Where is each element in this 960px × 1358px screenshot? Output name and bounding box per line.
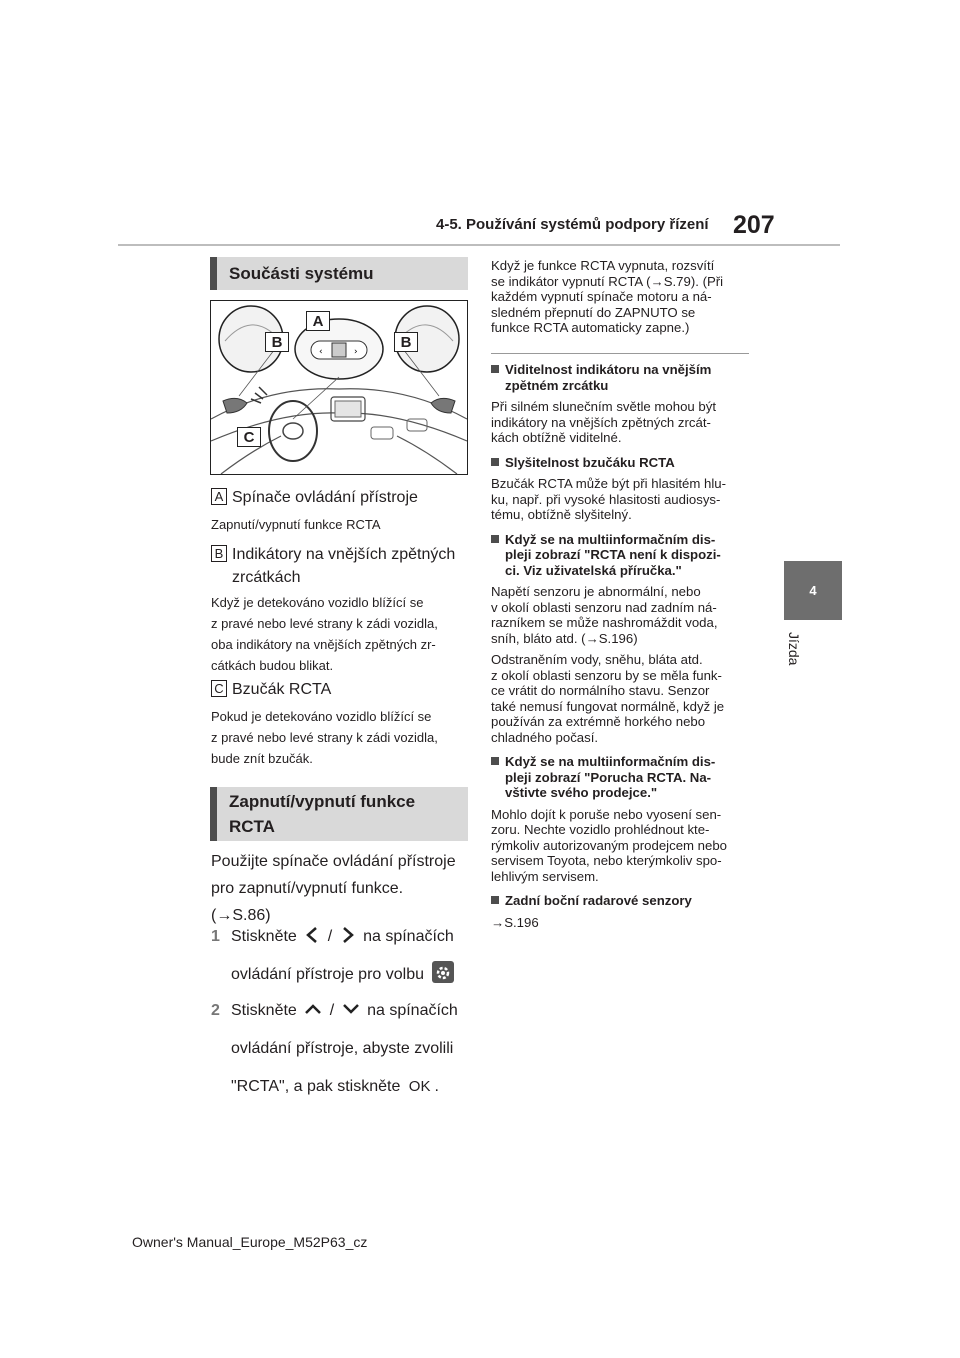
item-c-desc-line: z pravé nebo levé strany k zádi vozidla, (211, 730, 438, 745)
text-line: každém vypnutí spínače motoru a ná- (491, 289, 712, 304)
chapter-name: Jízda (786, 632, 802, 666)
right-divider (491, 353, 749, 354)
step-1-number: 1 (211, 928, 220, 945)
ok-button-glyph: OK (408, 1078, 431, 1095)
section2-title-line: Zapnutí/vypnutí funkce (229, 792, 416, 811)
note-text: Odstraněním vody, sněhu, bláta atd. z okolí oblasti senzoru by se měla funk- ce vrátit do normálního stavu. Senzor také nemusí fungovat normálně, když je používán za extrémně horkého nebo chladného počasí. (491, 652, 725, 745)
step-1-text: Stiskněte (231, 928, 297, 945)
label-c: C (211, 680, 227, 697)
chevron-right-icon (341, 926, 355, 944)
right-notes (491, 362, 751, 930)
step-1-sep: / (327, 928, 333, 945)
item-c-desc (211, 706, 438, 769)
note-text: Napětí senzoru je abnormální, nebo v okolí oblasti senzoru nad zadním ná- razníkem se může nashromáždit voda, sníh, bláto atd. (→S.196) (491, 584, 718, 646)
intro-line: Použijte spínače ovládání přístroje (211, 853, 456, 870)
intro-line: (→S.86) (211, 907, 271, 924)
note-text: Při silném slunečním světle mohou být indikátory na vnějších zpětných zrcát- kách obtížně viditelné. (491, 399, 717, 445)
text-line: se indikátor vypnutí RCTA (→S.79). (Při (491, 273, 724, 289)
callout-b-right: B (394, 332, 418, 352)
chapter-tab: 4 (784, 561, 842, 620)
header-divider (118, 244, 840, 246)
section-heading-toggle (210, 787, 468, 841)
note-text: Mohlo dojít k poruše nebo vyosení sen- zoru. Nechte vozidlo prohlédnout kte- rýmkoliv autorizovaným prodejcem nebo servisem Toyota, nebo kterýmkoliv spo- lehlivým servisem. (491, 806, 728, 884)
item-a-title: Spínače ovládání přístroje (232, 489, 418, 506)
note-heading: Viditelnost indikátoru na vnějším zpětném zrcátku (491, 362, 751, 393)
step-2-number: 2 (211, 1002, 220, 1019)
item-b-desc (211, 592, 438, 676)
rcta-off-note (491, 258, 751, 336)
section2-title-line: RCTA (229, 817, 275, 836)
item-b-desc-line: z pravé nebo levé strany k zádi vozidla, (211, 616, 438, 631)
label-a: A (211, 488, 227, 505)
item-b (211, 543, 455, 567)
note-heading: Slyšitelnost bzučáku RCTA (491, 455, 751, 471)
page-reference: →S.196 (491, 914, 539, 930)
item-b-title-1: Indikátory na vnějších zpětných (232, 546, 456, 563)
bullet-square-icon (491, 535, 499, 543)
step-2-text: na spínačích (367, 1002, 458, 1019)
step-2 (211, 992, 471, 1106)
item-c (211, 678, 331, 702)
footer-manual-id: Owner's Manual_Europe_M52P63_cz (132, 1234, 368, 1250)
svg-text:›: › (354, 347, 358, 357)
toggle-intro (211, 848, 456, 929)
dashboard-drawing (211, 301, 467, 474)
label-b: B (211, 545, 227, 562)
step-2-text: ovládání přístroje, abyste zvolili (231, 1040, 454, 1057)
text-line: Když je funkce RCTA vypnuta, rozsvítí (491, 258, 715, 273)
text-line: sledném přepnutí do ZAPNUTO se (491, 304, 696, 320)
bullet-square-icon (491, 365, 499, 373)
section-heading-components: Součásti systému (210, 257, 468, 290)
item-c-desc-line: bude znít bzučák. (211, 751, 313, 766)
note-text: Bzučák RCTA může být při hlasitém hlu- ku, např. při vysoké hlasitosti audiosys- tému, obtížně slyšitelný. (491, 476, 727, 522)
chevron-up-icon (304, 1002, 322, 1016)
callout-b-left: B (265, 332, 289, 352)
step-2-text: "RCTA", a pak stiskněte (231, 1078, 401, 1095)
item-b-desc-line: cátkách budou blikat. (211, 658, 334, 673)
item-c-title: Bzučák RCTA (232, 681, 332, 698)
step-2-text: . (434, 1078, 439, 1095)
running-header-title: 4-5. Používání systémů podpory řízení (436, 216, 709, 233)
note-heading: Zadní boční radarové senzory (491, 893, 751, 909)
callout-c: C (237, 427, 261, 447)
dashboard-illustration (210, 300, 468, 475)
chevron-left-icon (305, 926, 319, 944)
bullet-square-icon (491, 896, 499, 904)
item-a-desc: Zapnutí/vypnutí funkce RCTA (211, 517, 381, 532)
step-1 (211, 918, 471, 994)
bullet-square-icon (491, 757, 499, 765)
step-1-text: na spínačích (363, 928, 454, 945)
note-heading: Když se na multiinformačním dis- pleji zobrazí "Porucha RCTA. Na- vštivte svého prodejce." (491, 754, 751, 801)
item-c-desc-line: Pokud je detekováno vozidlo blížící se (211, 709, 432, 724)
item-b-desc-line: Když je detekováno vozidlo blížící se (211, 595, 424, 610)
item-b-title-2: zrcátkách (232, 569, 301, 586)
intro-line: pro zapnutí/vypnutí funkce. (211, 880, 404, 897)
bullet-square-icon (491, 458, 499, 466)
page-number: 207 (733, 211, 775, 239)
step-1-text: ovládání přístroje pro volbu (231, 966, 424, 983)
item-b-desc-line: oba indikátory na vnějších zpětných zr- (211, 637, 436, 652)
chevron-down-icon (342, 1002, 360, 1016)
text-line: funkce RCTA automaticky zapne.) (491, 320, 690, 335)
note-heading: Když se na multiinformačním dis- pleji zobrazí "RCTA není k dispozi- ci. Viz uživatelská příručka." (491, 532, 751, 579)
gear-icon (432, 961, 454, 983)
svg-text:‹: ‹ (319, 347, 323, 357)
callout-a: A (306, 311, 330, 331)
step-2-text: Stiskněte (231, 1002, 297, 1019)
step-2-sep: / (329, 1002, 335, 1019)
item-a (211, 486, 418, 510)
